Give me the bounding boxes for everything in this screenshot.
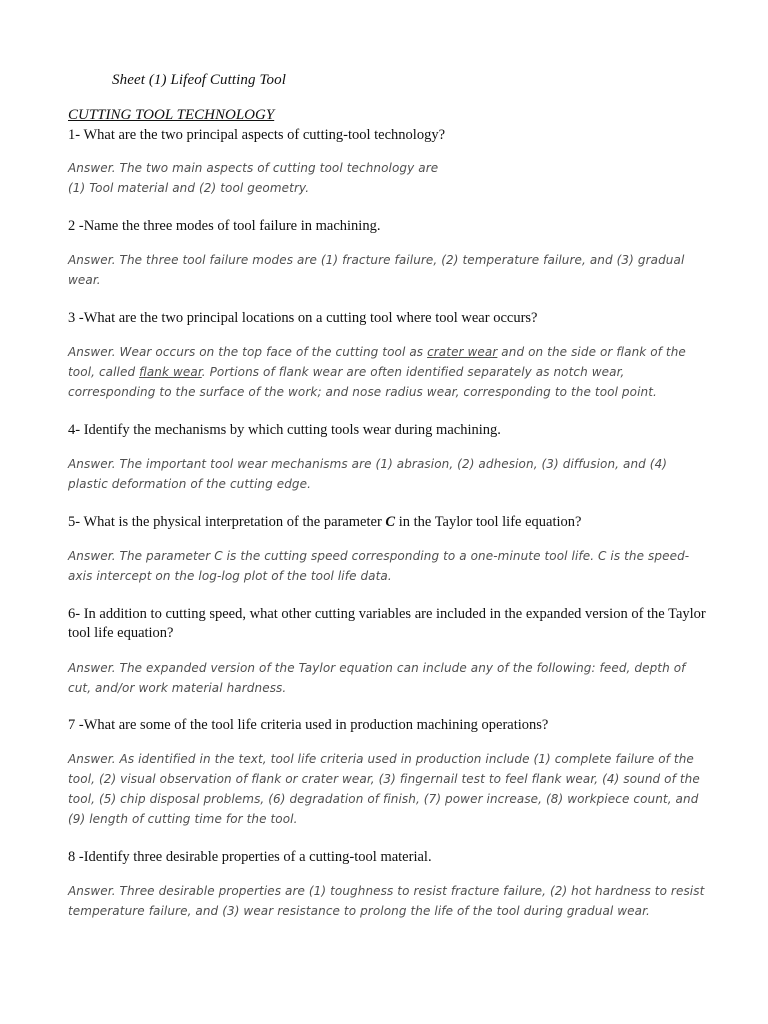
answer-1	[68, 158, 708, 198]
crater-wear-term: crater wear	[427, 345, 498, 359]
question-7: 7 -What are some of the tool life criteria used in production machining operations?	[68, 717, 549, 733]
flank-wear-term: flank wear	[139, 365, 202, 379]
question-6: 6- In addition to cutting speed, what other cutting variables are included in the expanded version of the Taylor tool life equation?	[68, 606, 706, 641]
question-2: 2 -Name the three modes of tool failure in machining.	[68, 218, 381, 234]
answer-3-part-1: Answer. Wear occurs on the top face of the cutting tool as	[68, 345, 428, 359]
sheet-title: Sheet (1) Lifeof Cutting Tool	[112, 72, 287, 88]
answer-3-part-2: and on the side or flank of the tool, called	[68, 345, 686, 379]
answer-3	[68, 342, 708, 402]
answer-2: Answer. The three tool failure modes are (1) fracture failure, (2) temperature failure, and (3) gradual wear.	[68, 253, 685, 287]
answer-7: Answer. As identified in the text, tool life criteria used in production include (1) complete failure of the tool, (2) visual observation of flank or crater wear, (3) fingernail test to feel flank wear, (4) sound of the tool, (5) chip disposal problems, (6) degradation of finish, (7) power increase, (8) workpiece count, and (9) length of cutting time for the tool.	[68, 752, 700, 826]
answer-1-line-2: (1) Tool material and (2) tool geometry.	[68, 181, 310, 195]
answer-1-line-1: Answer. The two main aspects of cutting tool technology are	[68, 161, 439, 175]
question-4: 4- Identify the mechanisms by which cutting tools wear during machining.	[68, 422, 501, 438]
question-5-part-2: in the Taylor tool life equation?	[395, 514, 582, 530]
question-8: 8 -Identify three desirable properties of a cutting-tool material.	[68, 849, 432, 865]
question-5-part-1: 5- What is the physical interpretation of the parameter	[68, 514, 386, 530]
answer-5: Answer. The parameter C is the cutting speed corresponding to a one-minute tool life. C is the speed-axis intercept on the log-log plot of the tool life data.	[68, 549, 690, 583]
question-1: 1- What are the two principal aspects of cutting-tool technology?	[68, 127, 446, 143]
section-title: CUTTING TOOL TECHNOLOGY	[68, 107, 275, 123]
answer-8: Answer. Three desirable properties are (1) toughness to resist fracture failure, (2) hot hardness to resist temperature failure, and (3) wear resistance to prolong the life of the tool during gradual wear.	[68, 884, 705, 918]
question-5	[68, 513, 718, 532]
answer-3-part-3: . Portions of flank wear are often identified separately as notch wear, corresponding to the surface of the work; and nose radius wear, corresponding to the tool point.	[68, 365, 657, 399]
answer-4: Answer. The important tool wear mechanisms are (1) abrasion, (2) adhesion, (3) diffusion, and (4) plastic deformation of the cutting edge.	[68, 457, 668, 491]
parameter-c: C	[385, 514, 396, 530]
answer-6: Answer. The expanded version of the Taylor equation can include any of the following: feed, depth of cut, and/or work material hardness.	[68, 661, 686, 695]
question-3: 3 -What are the two principal locations on a cutting tool where tool wear occurs?	[68, 310, 538, 326]
